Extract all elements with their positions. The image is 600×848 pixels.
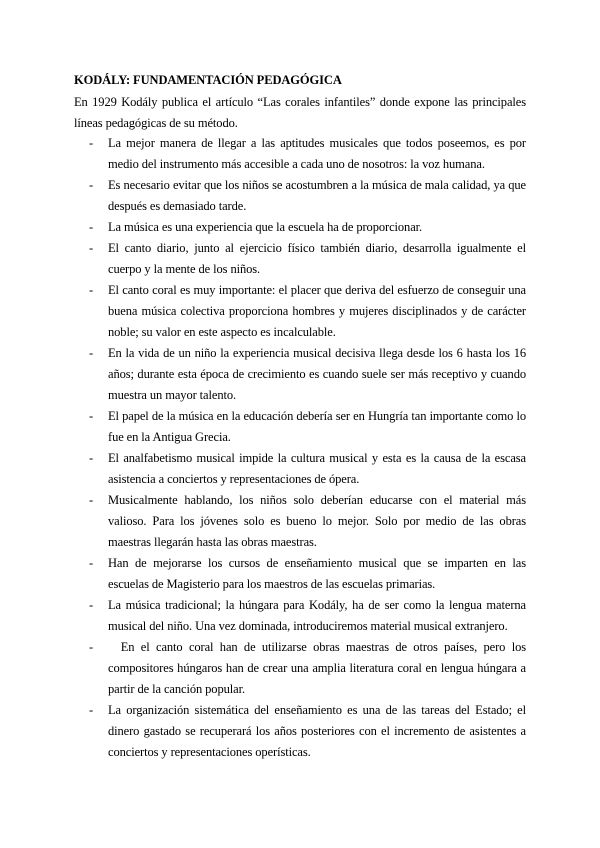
list-item [0,217,526,238]
list-item [0,280,526,343]
bullet-dash: - [89,409,94,423]
list-item [0,448,526,490]
list-item-text: El papel de la música en la educación debería ser en Hungría tan importante como lo fue en la Antigua Grecia. [108,409,526,444]
bullet-dash: - [89,220,94,234]
list-item [0,700,526,763]
bullet-dash: - [89,178,94,192]
list-item-text: En la vida de un niño la experiencia musical decisiva llega desde los 6 hasta los 16 años; durante esta época de crecimiento es cuando suele ser más receptivo y cuando muestra un mayor talento. [108,346,526,402]
list-item [0,637,530,700]
list-item-text: Es necesario evitar que los niños se acostumbren a la música de mala calidad, ya que después es demasiado tarde. [108,178,526,213]
list-item-text: La música es una experiencia que la escuela ha de proporcionar. [108,220,423,234]
list-item [0,343,526,406]
list-item [0,553,526,595]
list-item-text: En el canto coral han de utilizarse obras maestras de otros países, pero los compositores húngaros han de crear una amplia literatura coral en lengua húngara a partir de la canción popular. [108,640,530,696]
list-item [0,175,526,217]
list-item-text: El analfabetismo musical impide la cultura musical y esta es la causa de la escasa asistencia a conciertos y representaciones de ópera. [108,451,526,486]
bullet-dash: - [89,241,94,255]
list-item [0,490,526,553]
bullet-dash: - [89,136,94,150]
bullet-dash: - [89,283,94,297]
bullet-dash: - [89,451,94,465]
list-item-text: Han de mejorarse los cursos de enseñamiento musical que se imparten en las escuelas de Magisterio para los maestros de las escuelas primarias. [108,556,526,591]
list-item-text: La organización sistemática del enseñamiento es una de las tareas del Estado; el dinero gastado se recuperará los años posteriores con el incremento de asistentes a conciertos y representaciones operísticas. [108,703,526,759]
bullet-dash: - [89,346,94,360]
principles-list [0,133,530,763]
list-item-text: La mejor manera de llegar a las aptitudes musicales que todos poseemos, es por medio del instrumento más accesible a cada uno de nosotros: la voz humana. [108,136,526,171]
list-item [0,133,526,175]
list-item [0,406,526,448]
intro-paragraph: En 1929 Kodály publica el artículo “Las corales infantiles” donde expone las principales líneas pedagógicas de su método. [74,95,526,130]
bullet-dash: - [89,703,94,717]
document-title: KODÁLY: FUNDAMENTACIÓN PEDAGÓGICA [74,73,342,87]
list-item-text: El canto diario, junto al ejercicio físico también diario, desarrolla igualmente el cuerpo y la mente de los niños. [108,241,526,276]
bullet-dash: - [89,556,94,570]
list-item [0,238,526,280]
list-item [0,595,526,637]
bullet-dash: - [89,640,94,654]
list-item-text: El canto coral es muy importante: el placer que deriva del esfuerzo de conseguir una buena música colectiva proporciona hombres y mujeres disciplinados y de carácter noble; su valor en este aspecto es incalculable. [108,283,526,339]
bullet-dash: - [89,598,94,612]
bullet-dash: - [89,493,94,507]
list-item-text: Musicalmente hablando, los niños solo deberían educarse con el material más valioso. Para los jóvenes solo es bueno lo mejor. Solo por medio de las obras maestras llegarán hasta las obras maestras. [108,493,526,549]
list-item-text: La música tradicional; la húngara para Kodály, ha de ser como la lengua materna musical del niño. Una vez dominada, introduciremos material musical extranjero. [108,598,526,633]
